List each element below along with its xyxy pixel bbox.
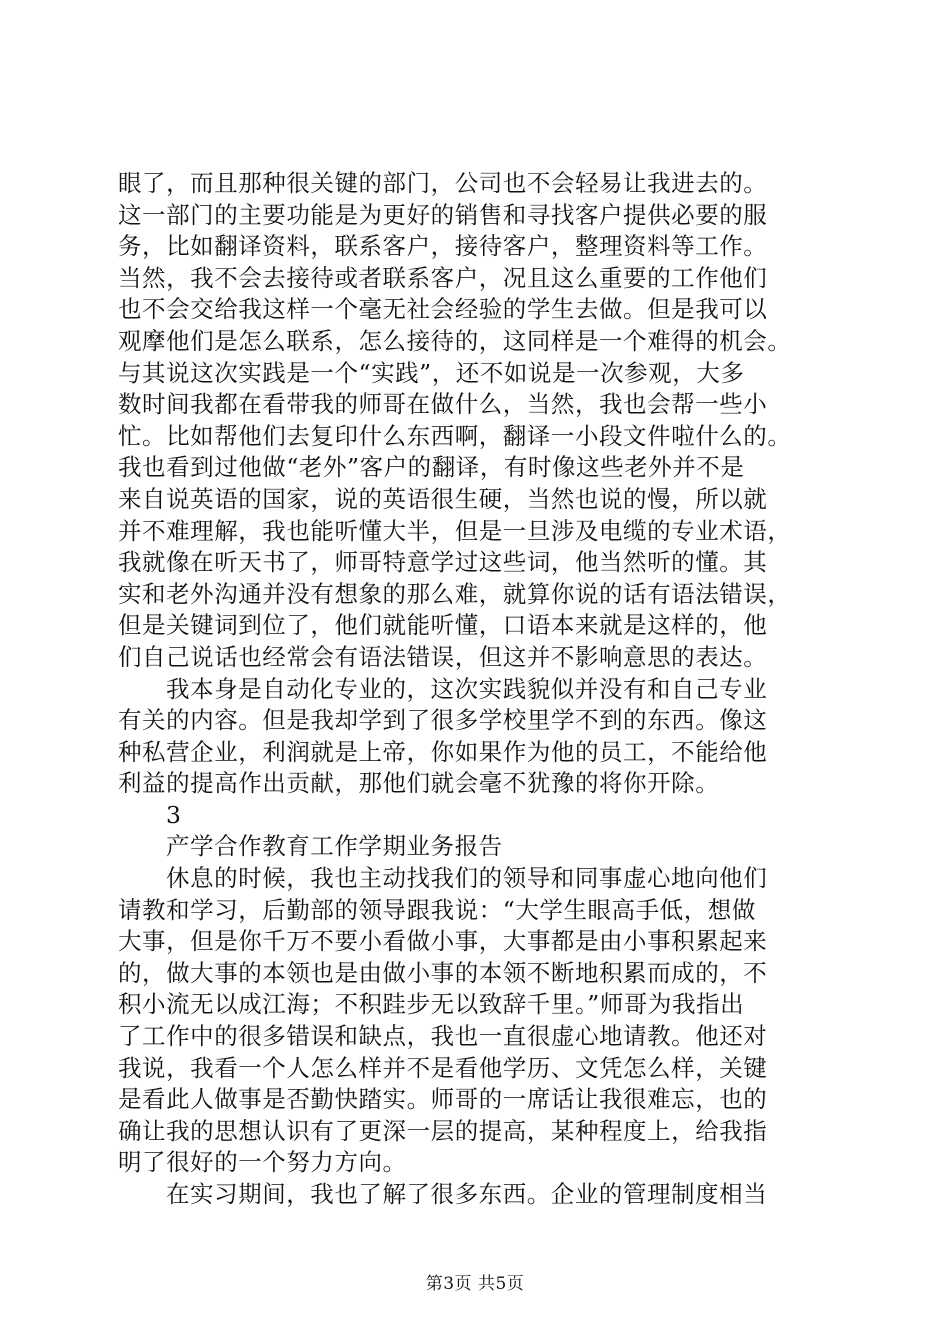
page-footer: 第3页 共5页 <box>425 1274 525 1294</box>
text-line: 确让我的思想认识有了更深一层的提高，某种程度上，给我指 <box>118 1116 768 1145</box>
text-line: 了工作中的很多错误和缺点，我也一直很虚心地请教。他还对 <box>118 1022 768 1051</box>
text-line: 积小流无以成江海；不积跬步无以致辞千里。”师哥为我指出 <box>118 990 745 1019</box>
text-line: 这一部门的主要功能是为更好的销售和寻找客户提供必要的服 <box>118 200 768 229</box>
text-line: 数时间我都在看带我的师哥在做什么，当然，我也会帮一些小 <box>118 390 768 419</box>
paragraph-start-line: 在实习期间，我也了解了很多东西。企业的管理制度相当 <box>166 1180 768 1208</box>
text-line: 我说，我看一个人怎么样并不是看他学历、文凭怎么样，关键 <box>118 1053 768 1082</box>
text-line: 眼了，而且那种很关键的部门，公司也不会轻易让我进去的。 <box>118 169 768 197</box>
text-line: 请教和学习，后勤部的领导跟我说：“大学生眼高手低，想做 <box>118 895 756 924</box>
text-line: 有关的内容。但是我却学到了很多学校里学不到的东西。像这 <box>118 706 768 735</box>
text-line: 们自己说话也经常会有语法错误，但这并不影响意思的表达。 <box>118 642 768 671</box>
text-line: 忙。比如帮他们去复印什么东西啊，翻译一小段文件啦什么的。 <box>118 421 792 450</box>
paragraph-start-line: 我本身是自动化专业的，这次实践貌似并没有和自己专业 <box>166 674 768 703</box>
text-line: 种私营企业，利润就是上帝，你如果作为他的员工，不能给他 <box>118 737 768 766</box>
text-line: 但是关键词到位了，他们就能听懂，口语本来就是这样的，他 <box>118 611 768 640</box>
text-line: 实和老外沟通并没有想象的那么难，就算你说的话有语法错误， <box>118 579 792 608</box>
text-line: 观摩他们是怎么联系，怎么接待的，这同样是一个难得的机会。 <box>118 326 792 355</box>
text-line: 务，比如翻译资料，联系客户，接待客户，整理资料等工作。 <box>118 232 768 261</box>
text-line: 我也看到过他做“老外”客户的翻译，有时像这些老外并不是 <box>118 453 745 482</box>
document-body <box>118 168 838 1211</box>
text-line: 利益的提高作出贡献，那他们就会毫不犹豫的将你开除。 <box>118 769 720 798</box>
text-line: 与其说这次实践是一个“实践”，还不如说是一次参观，大多 <box>118 358 745 387</box>
text-line: 来自说英语的国家，说的英语很生硬，当然也说的慢，所以就 <box>118 484 768 513</box>
section-number: 3 <box>166 800 182 829</box>
text-line: 并不难理解，我也能听懂大半，但是一旦涉及电缆的专业术语， <box>118 516 792 545</box>
text-line: 当然，我不会去接待或者联系客户，况且这么重要的工作他们 <box>118 263 768 292</box>
text-line: 明了很好的一个努力方向。 <box>118 1148 407 1177</box>
section-heading: 产学合作教育工作学期业务报告 <box>166 832 503 861</box>
text-line: 也不会交给我这样一个毫无社会经验的学生去做。但是我可以 <box>118 295 768 324</box>
text-line: 是看此人做事是否勤快踏实。师哥的一席话让我很难忘，也的 <box>118 1085 768 1114</box>
paragraph-start-line: 休息的时候，我也主动找我们的领导和同事虚心地向他们 <box>166 864 768 893</box>
text-line: 大事，但是你千万不要小看做小事，大事都是由小事积累起来 <box>118 927 768 956</box>
text-line: 我就像在听天书了，师哥特意学过这些词，他当然听的懂。其 <box>118 548 768 577</box>
text-line: 的，做大事的本领也是由做小事的本领不断地积累而成的，不 <box>118 958 768 987</box>
